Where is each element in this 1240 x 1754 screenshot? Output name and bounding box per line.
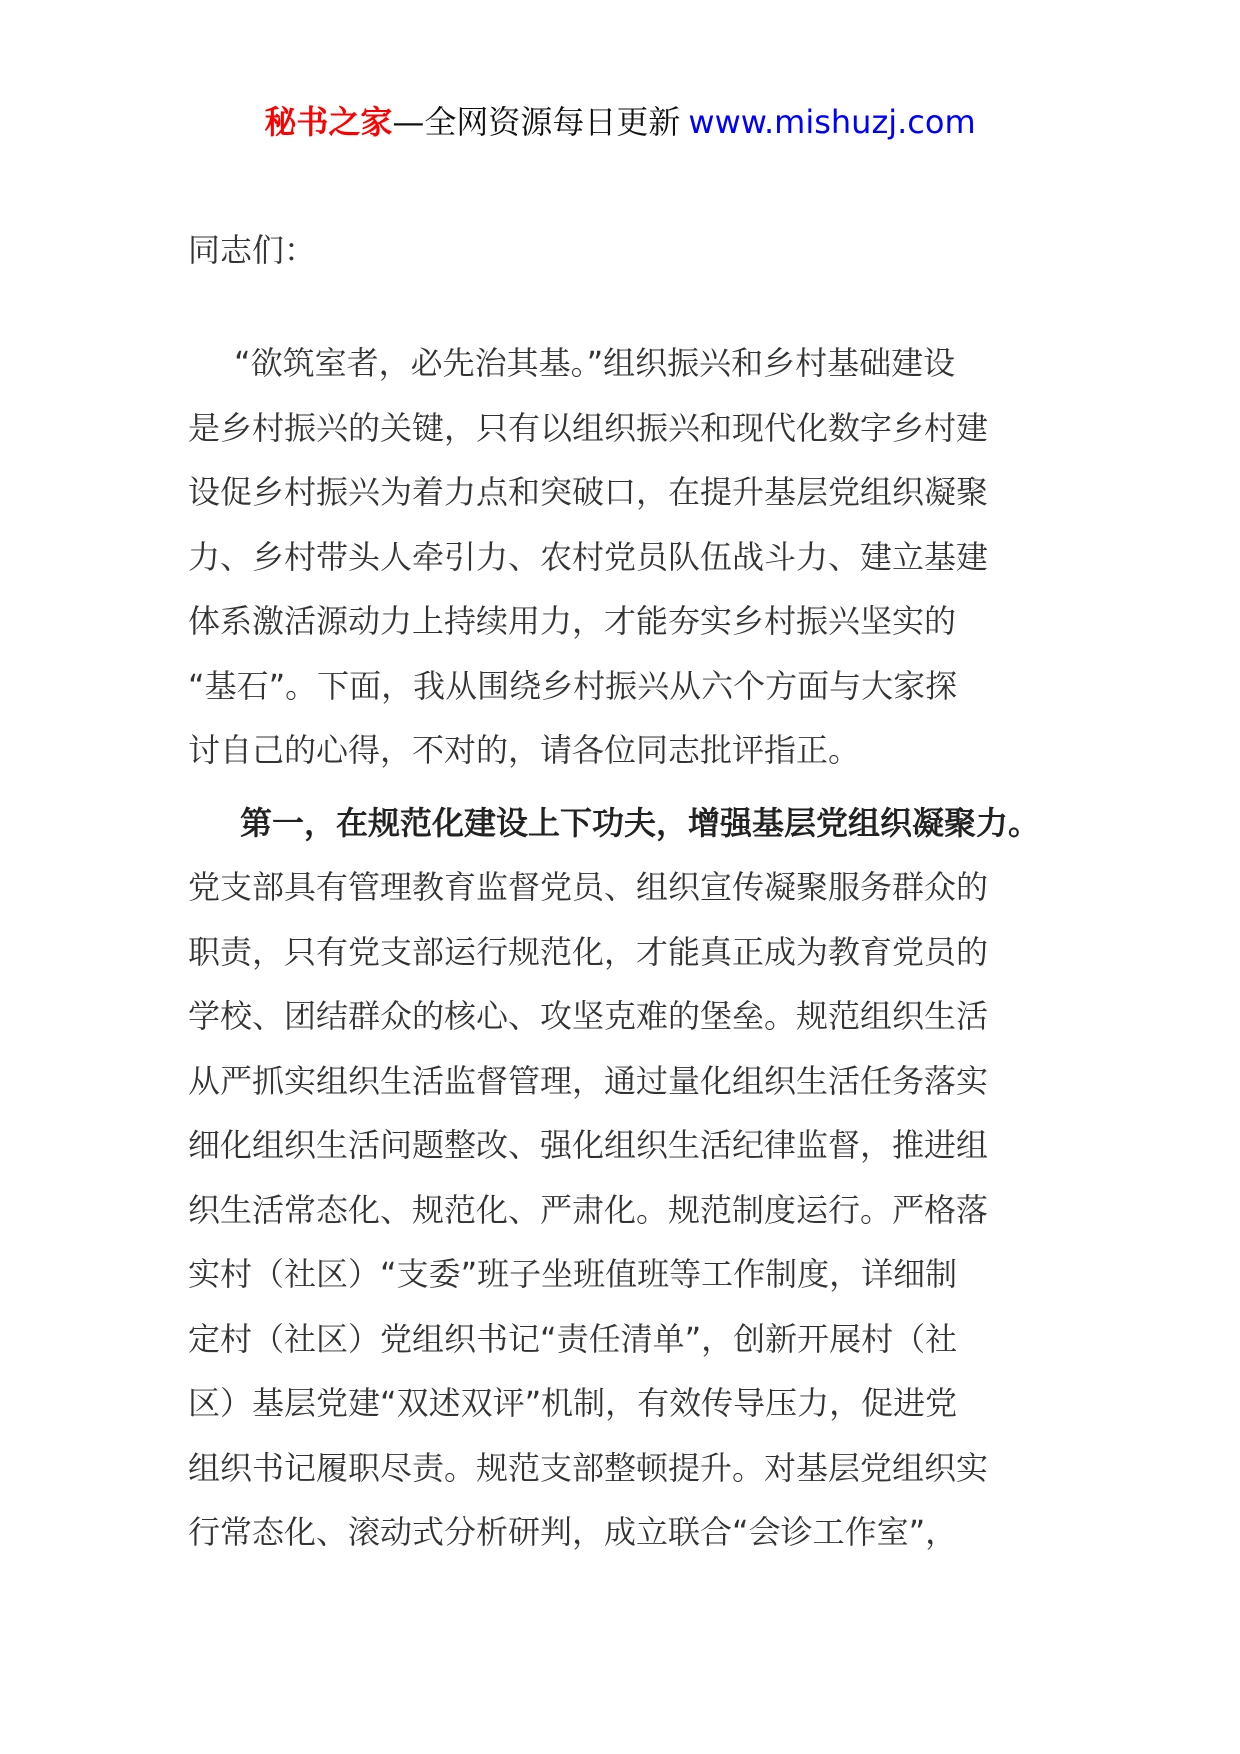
- intro-line: “基石”。下面，我从围绕乡村振兴从六个方面与大家探: [188, 666, 958, 705]
- site-url-link[interactable]: www.mishuzj.com: [688, 103, 976, 141]
- section-1-line: 党支部具有管理教育监督党员、组织宣传凝聚服务群众的: [188, 868, 989, 906]
- document-body: [188, 228, 1064, 1565]
- section-1-line: 组织书记履职尽责。规范支部整顿提升。对基层党组织实: [188, 1448, 989, 1487]
- section-1-line: 学校、团结群众的核心、攻坚克难的堡垒。规范组织生活: [188, 997, 989, 1035]
- section-1-line: 细化组织生活问题整改、强化组织生活纪律监督，推进组: [188, 1126, 989, 1164]
- header-tagline: —全网资源每日更新: [392, 103, 681, 141]
- brand-name: 秘书之家: [264, 103, 393, 141]
- section-1: [188, 791, 1064, 1565]
- page-header: [0, 100, 1240, 144]
- intro-line: 体系激活源动力上持续用力，才能夯实乡村振兴坚实的: [188, 602, 957, 640]
- section-1-line: 定村（社区）党组织书记“责任清单”，创新开展村（社: [188, 1319, 958, 1358]
- section-1-line: 从严抓实组织生活监督管理，通过量化组织生活任务落实: [188, 1061, 989, 1100]
- greeting: 同志们：: [188, 231, 317, 269]
- intro-line: 设促乡村振兴为着力点和突破口，在提升基层党组织凝聚: [188, 473, 989, 511]
- intro-paragraph: [188, 331, 1064, 783]
- section-1-line: 区）基层党建“双述双评”机制，有效传导压力，促进党: [188, 1384, 958, 1422]
- section-1-heading: 第一，在规范化建设上下功夫，增强基层党组织凝聚力。: [240, 803, 1041, 842]
- section-1-line: 织生活常态化、规范化、严肃化。规范制度运行。严格落: [188, 1190, 989, 1229]
- section-1-line: 职责，只有党支部运行规范化，才能真正成为教育党员的: [188, 932, 989, 971]
- intro-line: 讨自己的心得，不对的，请各位同志批评指正。: [188, 731, 861, 769]
- section-1-line: 实村（社区）“支委”班子坐班值班等工作制度，详细制: [188, 1255, 958, 1293]
- intro-line: “欲筑室者，必先治其基。”组织振兴和乡村基础建设: [234, 344, 956, 382]
- intro-line: 力、乡村带头人牵引力、农村党员队伍战斗力、建立基建: [188, 537, 989, 576]
- intro-line: 是乡村振兴的关键，只有以组织振兴和现代化数字乡村建: [188, 408, 989, 447]
- section-1-line: 行常态化、滚动式分析研判，成立联合“会诊工作室”，: [188, 1513, 958, 1551]
